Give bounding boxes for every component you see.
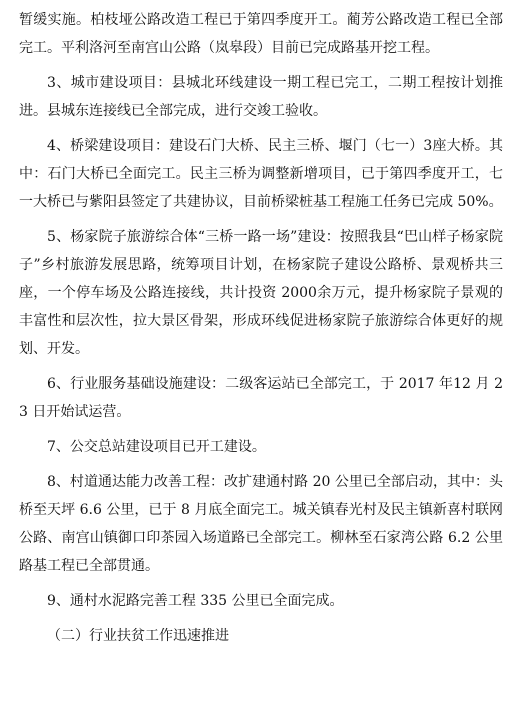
paragraph-urban-construction: 3、城市建设项目：县城北环线建设一期工程已完工，二期工程按计划推进。县城东连接线已全部完成，进行交竣工验收。	[19, 75, 503, 119]
paragraph-bus-terminal: 7、公交总站建设项目已开工建设。	[47, 439, 266, 455]
paragraph-road-reconstruction: 暂缓实施。柏枝垭公路改造工程已于第四季度开工。蔺芳公路改造工程已全部完工。平利洛河至南宫山公路（岚皋段）目前已完成路基开挖工程。	[19, 12, 503, 56]
paragraph-bridge-construction: 4、桥梁建设项目：建设石门大桥、民主三桥、堰门（七一）3座大桥。其中：石门大桥已全面完工。民主三桥为调整新增项目，已于第四季度开工，七一大桥已与紫阳县签定了共建协议，目前桥梁桩基工程施工任务已完成 50%。	[19, 138, 503, 210]
paragraph-cement-roads: 9、通村水泥路完善工程 335 公里已全面完成。	[47, 593, 344, 609]
paragraph-service-facilities: 6、行业服务基础设施建设：二级客运站已全部完工，于 2017 年12 月 23 日开始试运营。	[19, 376, 503, 420]
paragraph-tourism-complex: 5、杨家院子旅游综合体“三桥一路一场”建设：按照我县“巴山样子杨家院子”乡村旅游发展思路，统筹项目计划，在杨家院子建设公路桥、景观桥共三座，一个停车场及公路连接线，共计投资 2000余万元，提升杨家院子景观的丰富性和层次性，拉大景区骨架，形成环线促进杨家院子旅游综合体更好的规划、开发。	[19, 229, 503, 357]
paragraph-village-roads: 8、村道通达能力改善工程：改扩建通村路 20 公里已全部启动，其中：头桥至天坪 6.6 公里，已于 8 月底全面完工。城关镇春光村及民主镇新喜村联网公路、南宫山镇御口印茶园入场道路已全部完工。柳林至石家湾公路 6.2 公里路基工程已全部贯通。	[19, 474, 503, 574]
section-heading: （二）行业扶贫工作迅速推进	[47, 628, 229, 644]
